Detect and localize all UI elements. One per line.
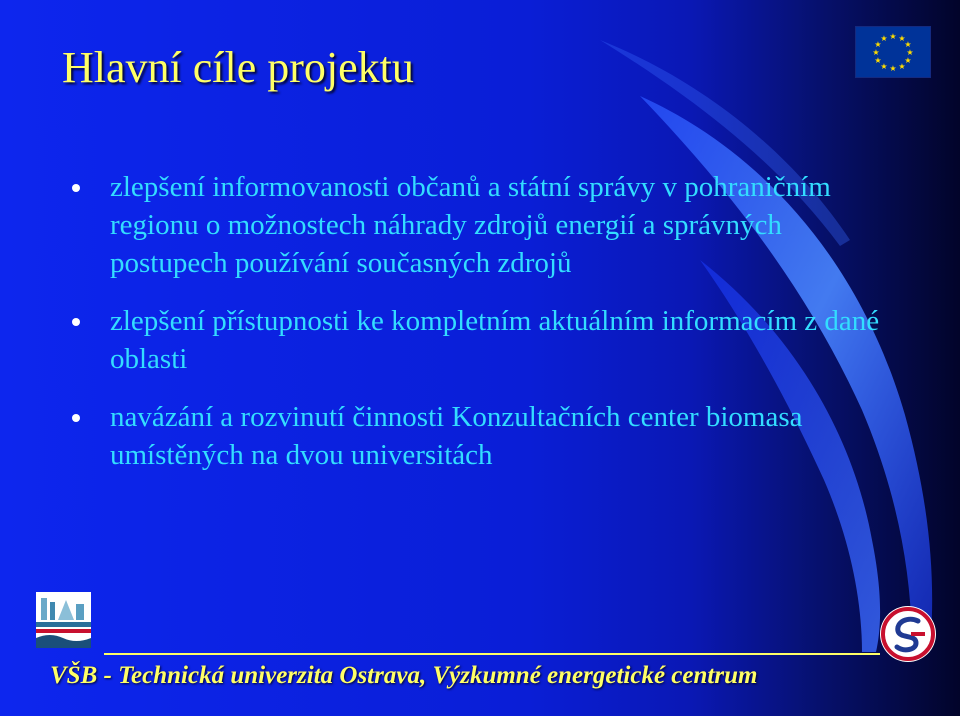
bullet-text: navázání a rozvinutí činnosti Konzultačních center biomasa umístěných na dvou universitách bbox=[110, 401, 803, 471]
svg-text:★: ★ bbox=[880, 34, 888, 43]
svg-text:★: ★ bbox=[874, 56, 882, 65]
eu-flag-icon bbox=[855, 26, 931, 78]
bullet-item bbox=[72, 302, 892, 378]
svg-text:★: ★ bbox=[904, 40, 912, 49]
svg-text:★: ★ bbox=[906, 48, 914, 57]
bullet-dot-icon bbox=[72, 318, 80, 326]
bullet-item bbox=[72, 398, 892, 474]
svg-text:★: ★ bbox=[898, 34, 906, 43]
slide-title: Hlavní cíle projektu bbox=[62, 43, 414, 92]
footer-divider bbox=[104, 653, 880, 655]
svg-text:★: ★ bbox=[874, 40, 882, 49]
footer-text: VŠB - Technická univerzita Ostrava, Výzkumné energetické centrum bbox=[50, 662, 758, 689]
bullet-dot-icon bbox=[72, 414, 80, 422]
svg-text:★: ★ bbox=[898, 62, 906, 71]
vsb-logo-icon bbox=[36, 592, 91, 648]
bullet-text: zlepšení přístupnosti ke kompletním aktuálním informacím z dané oblasti bbox=[110, 305, 880, 375]
energy-centre-logo-icon bbox=[878, 604, 938, 664]
bullet-list bbox=[72, 168, 892, 494]
svg-text:★: ★ bbox=[889, 64, 897, 73]
bullet-dot-icon bbox=[72, 184, 80, 192]
bullet-item bbox=[72, 168, 892, 282]
svg-text:★: ★ bbox=[880, 62, 888, 71]
svg-text:★: ★ bbox=[889, 32, 897, 41]
svg-text:★: ★ bbox=[904, 56, 912, 65]
svg-text:★: ★ bbox=[872, 48, 880, 57]
bullet-text: zlepšení informovanosti občanů a státní správy v pohraničním regionu o možnostech náhrady zdrojů energií a správných postupech používání současných zdrojů bbox=[110, 171, 831, 279]
